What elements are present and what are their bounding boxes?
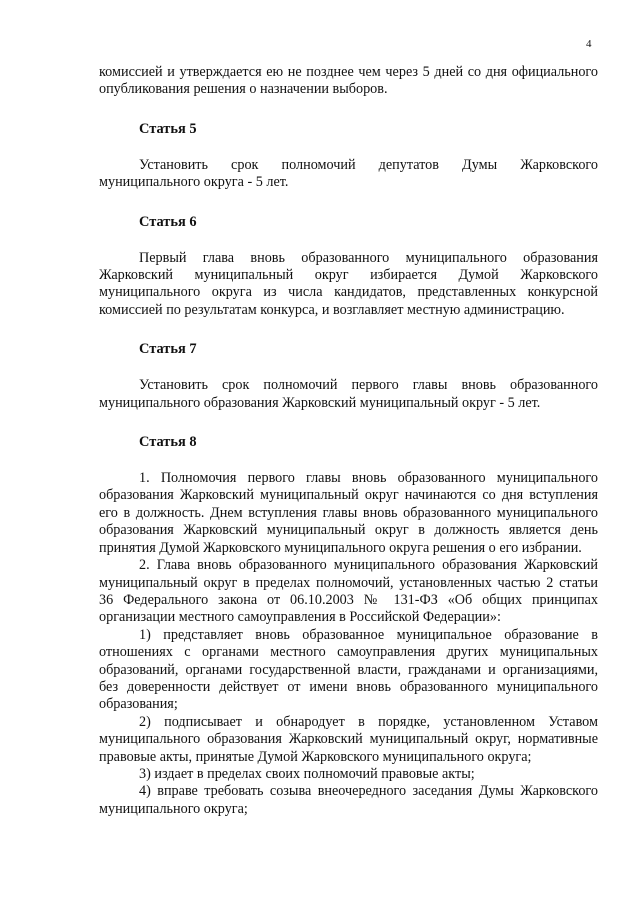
article-5-paragraph: Установить срок полномочий депутатов Думы Жарковского муниципального округа - 5 лет. <box>99 156 598 191</box>
article-8-item-4: 4) вправе требовать созыва внеочередного заседания Думы Жарковского муниципального округа; <box>99 783 598 817</box>
article-8-item-3: 3) издает в пределах своих полномочий правовые акты; <box>139 765 475 782</box>
article-8-paragraph-2: 2. Глава вновь образованного муниципального образования Жарковский муниципальный округ в пределах полномочий, установленных частью 2 статьи 36 Федерального закона от 06.10.2003 № 131-ФЗ «Об общих принципах организации местного самоуправления в Российской Федерации»: <box>99 557 598 626</box>
article-8-item-1: 1) представляет вновь образованное муниципальное образование в отношениях с органами местного самоуправления других муниципальных образований, органами государственной власти, гражданами и организациями, без доверенности действует от имени вновь образованного муниципального образования; <box>99 626 598 713</box>
document-body <box>99 64 598 818</box>
article-5-heading: Статья 5 <box>139 120 197 137</box>
article-6-paragraph: Первый глава вновь образованного муниципального образования Жарковский муниципальный округ избирается Думой Жарковского муниципального округа из числа кандидатов, представленных конкурсной комиссией по результатам конкурса, и возглавляет местную администрацию. <box>99 249 598 318</box>
article-6-heading: Статья 6 <box>139 213 197 230</box>
article-7-paragraph: Установить срок полномочий первого главы вновь образованного муниципального образования Жарковский муниципальный округ - 5 лет. <box>99 377 598 411</box>
page-number: 4 <box>586 38 592 50</box>
article-8-item-2: 2) подписывает и обнародует в порядке, установленном Уставом муниципального образования Жарковский муниципальный округ, нормативные правовые акты, принятые Думой Жарковского муниципального округа; <box>99 713 598 765</box>
article-8-heading: Статья 8 <box>139 434 197 451</box>
intro-paragraph: комиссией и утверждается ею не позднее чем через 5 дней со дня официального опубликования решения о назначении выборов. <box>99 64 598 98</box>
article-8-paragraph-1: 1. Полномочия первого главы вновь образованного муниципального образования Жарковский муниципальный округ начинаются со дня вступления его в должность. Днем вступления главы вновь образованного муниципального образования Жарковский муниципальный округ в должность является день принятия Думой Жарковского муниципального округа решения о его избрании. <box>99 470 598 556</box>
article-7-heading: Статья 7 <box>139 341 197 358</box>
